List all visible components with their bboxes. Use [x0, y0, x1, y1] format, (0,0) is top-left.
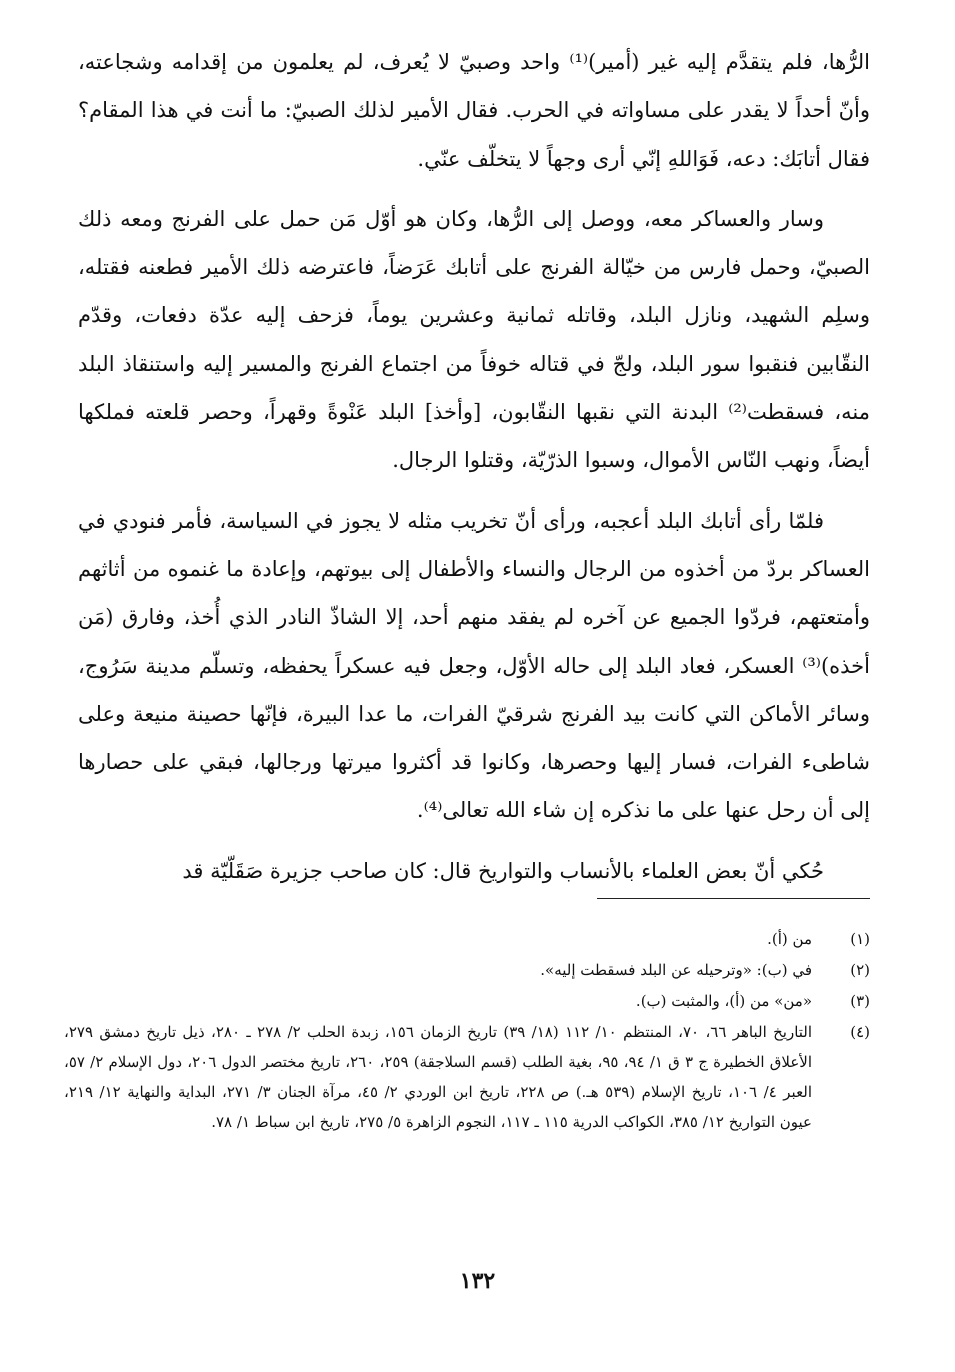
footnote [64, 986, 870, 1017]
main-text [78, 38, 870, 895]
footnote [64, 955, 870, 986]
footnote [64, 1017, 870, 1137]
footnote-number: (٣) [850, 992, 870, 1010]
paragraph: وسار والعساكر معه، ووصل إلى الرُّها، وكان هو أوّل مَن حمل على الفرنج ومعه ذلك الصبيّ، وحمل فارس من خيّالة الفرنج على أتابك عَرَضاً، فاعترضه ذلك الأمير فطعنه فقتله، وسلِم الشهيد، ونازل البلد، وقاتله ثمانية وعشرين يوماً، فزحف إليه عدّة دفعات، وقدّم النقّابين فنقبوا سور البلد، ولجّ في قتاله خوفاً من اجتماع الفرنج والمسير إليه واستنقاذ البلد منه، فسقطت⁽²⁾ البدنة التي نقبها النقّابون، [وأخذ] البلد عَنْوةً وقهراً، وحصر قلعته فملكها أيضاً، ونهب النّاس الأموال، وسبوا الذرّيّة، وقتلوا الرجال. [78, 206, 870, 473]
footnote-text: من (أ). [767, 930, 812, 948]
paragraph: فلمّا رأى أتابك البلد أعجبه، ورأى أنّ تخريب مثله لا يجوز في السياسة، فأمر فنودي في العساكر بردّ من أخذوه من الرجال والنساء والأطفال إلى بيوتهم، وإعادة ما غنموه من أثاثهم وأمتعتهم، فردّوا الجميع عن آخره لم يفقد منهم أحد، إلا الشاذّ النادر الذي أُخذ، وفارق (مَن أخذه)⁽³⁾ العسكر، فعاد البلد إلى حاله الأوّل، وجعل فيه عسكراً يحفظه، وتسلّم مدينة سَرُوج، وسائر الأماكن التي كانت بيد الفرنج شرقيّ الفرات، ما عدا البيرة، فإنّها حصينة منيعة وعلى شاطىء الفرات، فسار إليها وحصرها، وكانوا قد أكثروا ميرتها ورجالها، فبقي على حصارها إلى أن رحل عنها على ما نذكره إن شاء الله تعالى⁽⁴⁾. [78, 508, 870, 823]
footnote-divider [597, 898, 870, 899]
footnote [64, 924, 870, 955]
page-number: ١٣٢ [459, 1268, 496, 1294]
paragraph: الرُّها، فلم يتقدَّم إليه غير (أمير)⁽¹⁾ واحد وصبيّ لا يُعرف، لم يعلمون من إقدامه وشجاعته، وأنّ أحداً لا يقدر على مساواته في الحرب. فقال الأمير لذلك الصبيّ: ما أنت في هذا المقام؟ فقال أتابَك: دعه، فَوَاللهِ إنّي أرى وجهاً لا يتخلّف عنّي. [78, 50, 870, 171]
paragraph: حُكي أنّ بعض العلماء بالأنساب والتواريخ قال: كان صاحب جزيرة صَقَلّيّة قد [182, 858, 824, 883]
footnote-number: (٢) [850, 961, 870, 979]
footnotes [64, 924, 870, 1137]
footnote-text: التاريخ الباهر ٦٦، ٧٠، المنتظم ١٠/ ١١٢ (١٨/ ٣٩) تاريخ الزمان ١٥٦، زبدة الحلب ٢/ ٢٧٨ ـ ٢٨٠، ذيل تاريخ دمشق ٢٧٩، الأعلاق الخطيرة ج ٣ ق ١/ ٩٤، ٩٥، بغية الطلب (قسم السلاجقة) ٢٥٩، ٢٦٠، تاريخ مختصر الدول ٢٠٦، دول الإسلام ٢/ ٥٧، العبر ٤/ ١٠٦، تاريخ الإسلام (٥٣٩ هـ.) ص ٢٢٨، تاريخ ابن الوردي ٢/ ٤٥، مرآة الجنان ٣/ ٢٧١، البداية والنهاية ١٢/ ٢١٩، عيون التواريخ ١٢/ ٣٨٥، الكواكب الدرية ١١٥ ـ ١١٧، النجوم الزاهرة ٥/ ٢٧٥، تاريخ ابن سباط ١/ ٧٨. [64, 1023, 813, 1131]
footnote-text: «من» من (أ)، والمثبت (ب). [635, 992, 812, 1010]
footnote-text: في (ب): «وترحيله عن البلد فسقطت إليه». [540, 961, 812, 979]
footnote-number: (٤) [850, 1023, 870, 1041]
footnote-number: (١) [850, 930, 870, 948]
